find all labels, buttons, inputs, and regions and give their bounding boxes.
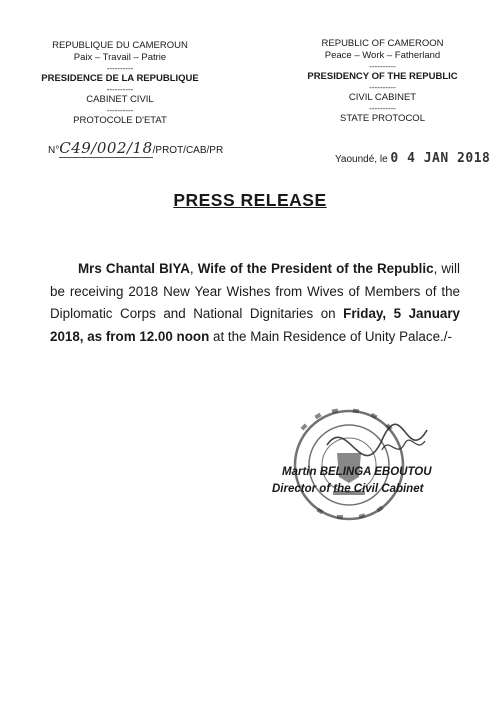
- separator: ----------: [369, 83, 396, 92]
- separator: ----------: [369, 62, 396, 71]
- header-left-french: [30, 40, 210, 127]
- country-name-fr: REPUBLIQUE DU CAMEROUN: [52, 40, 188, 51]
- date-line: [335, 151, 490, 166]
- official-seal-stamp: [287, 405, 437, 523]
- reference-handwritten-number: C49/002/18: [59, 139, 153, 157]
- motto-fr: Paix – Travail – Patrie: [73, 52, 167, 63]
- body-text: at the Main Residence of Unity Palace./-: [209, 328, 452, 344]
- country-name-en: REPUBLIC OF CAMEROON: [321, 38, 444, 49]
- separator: ----------: [106, 85, 134, 94]
- reference-number: [48, 139, 223, 157]
- separator: ----------: [106, 64, 134, 73]
- body-date-time: Friday, 5 January 2018, as from 12.00 noon: [50, 306, 460, 344]
- body-text: ,: [189, 261, 198, 276]
- body-name: Mrs Chantal BIYA: [78, 261, 190, 276]
- protocol-name-fr: PROTOCOLE D'ETAT: [73, 115, 167, 126]
- office-name-fr: PRESIDENCE DE LA REPUBLIQUE: [41, 73, 199, 84]
- separator: ----------: [106, 106, 134, 115]
- header-right-english: [290, 38, 475, 125]
- protocol-name-en: STATE PROTOCOL: [340, 113, 425, 124]
- body-text: , will be receiving 2018 New Year Wishes from Wives of Members of the Diplomatic Corps and National Dignitaries on: [50, 261, 460, 321]
- office-name-en: PRESIDENCY OF THE REPUBLIC: [307, 71, 458, 82]
- release-body: [50, 258, 460, 348]
- motto-en: Peace – Work – Fatherland: [324, 50, 441, 61]
- separator: ----------: [369, 104, 396, 113]
- signatory-title: Director of the Civil Cabinet: [272, 483, 424, 495]
- date-stamp: 0 4 JAN 2018: [390, 151, 491, 166]
- body-paragraph: [50, 258, 460, 348]
- reference-suffix: /PROT/CAB/PR: [152, 145, 224, 156]
- body-role: Wife of the President of the Republic: [197, 261, 434, 276]
- date-place: Yaoundé, le: [335, 154, 388, 165]
- signatory-name: Martin BELINGA EBOUTOU: [282, 466, 432, 478]
- reference-prefix: N°: [48, 145, 60, 156]
- cabinet-name-fr: CABINET CIVIL: [86, 94, 154, 105]
- page-title: PRESS RELEASE: [173, 190, 327, 210]
- cabinet-name-en: CIVIL CABINET: [348, 92, 417, 103]
